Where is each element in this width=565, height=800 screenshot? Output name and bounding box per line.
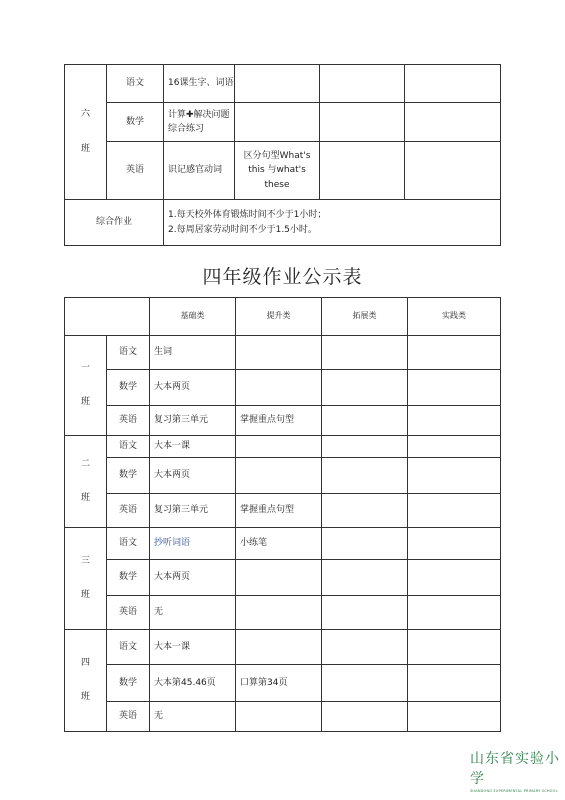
- basic-cell: 16课生字、词语: [164, 65, 235, 103]
- improve-cell: 口算第34页: [236, 665, 322, 702]
- subject-cell: 语文: [107, 528, 150, 560]
- improve-cell: [235, 65, 320, 103]
- extend-cell: [322, 494, 408, 528]
- extend-cell: [320, 142, 405, 200]
- basic-cell: 大本两页: [150, 458, 236, 494]
- header-extend: 拓展类: [322, 298, 408, 336]
- subject-cell: 数学: [107, 665, 150, 702]
- practice-cell: [408, 336, 501, 370]
- practice-cell: [408, 406, 501, 436]
- extend-cell: [322, 665, 408, 702]
- improve-cell: [236, 336, 322, 370]
- subject-cell: 语文: [107, 336, 150, 370]
- practice-cell: [408, 494, 501, 528]
- subject-cell: 语文: [107, 65, 164, 103]
- practice-cell: [408, 630, 501, 665]
- improve-cell: 掌握重点句型: [236, 494, 322, 528]
- header-blank: [65, 298, 150, 336]
- improve-cell: [236, 458, 322, 494]
- basic-cell: 大本两页: [150, 370, 236, 406]
- basic-cell: 无: [150, 702, 236, 732]
- school-logo-cn: 山东省实验小学: [470, 751, 560, 787]
- practice-cell: [405, 103, 501, 142]
- improve-cell: [236, 436, 322, 458]
- school-logo-en: SHANDONG EXPERIMENTAL PRIMARY SCHOOL: [470, 789, 558, 793]
- subject-cell: 英语: [107, 142, 164, 200]
- improve-cell: [235, 103, 320, 142]
- extend-cell: [322, 370, 408, 406]
- improve-cell: 小练笔: [236, 528, 322, 560]
- class-label: 二 班: [65, 436, 107, 528]
- practice-cell: [408, 560, 501, 596]
- practice-cell: [408, 665, 501, 702]
- extend-cell: [322, 528, 408, 560]
- extend-cell: [322, 630, 408, 665]
- extend-cell: [322, 458, 408, 494]
- subject-cell: 语文: [107, 630, 150, 665]
- comprehensive-label: 综合作业: [65, 200, 164, 246]
- extend-cell: [322, 560, 408, 596]
- basic-cell: 生词: [150, 336, 236, 370]
- school-logo: [470, 748, 562, 793]
- basic-cell: 大本一课: [150, 436, 236, 458]
- class-label: 三 班: [65, 528, 107, 630]
- comprehensive-content: [164, 200, 501, 246]
- basic-cell: 大本第45.46页: [150, 665, 236, 702]
- improve-cell: [236, 630, 322, 665]
- improve-cell: [236, 596, 322, 630]
- practice-cell: [408, 370, 501, 406]
- practice-cell: [405, 65, 501, 103]
- practice-cell: [408, 596, 501, 630]
- subject-cell: 数学: [107, 370, 150, 406]
- header-improve: 提升类: [236, 298, 322, 336]
- practice-cell: [408, 436, 501, 458]
- basic-cell: 复习第三单元: [150, 494, 236, 528]
- subject-cell: 语文: [107, 436, 150, 458]
- header-basic: 基础类: [150, 298, 236, 336]
- extend-cell: [322, 436, 408, 458]
- comprehensive-line: 1.每天校外体育锻炼时间不少于1小时；: [168, 210, 327, 221]
- extend-cell: [320, 65, 405, 103]
- subject-cell: 数学: [107, 560, 150, 596]
- comprehensive-line: 2.每周居家劳动时间不少于1.5小时。: [168, 224, 317, 235]
- subject-cell: 数学: [107, 103, 164, 142]
- improve-cell: 掌握重点句型: [236, 406, 322, 436]
- subject-cell: 数学: [107, 458, 150, 494]
- practice-cell: [405, 142, 501, 200]
- subject-cell: 英语: [107, 702, 150, 732]
- basic-cell: 识记感官动词: [164, 142, 235, 200]
- subject-cell: 英语: [107, 494, 150, 528]
- extend-cell: [322, 702, 408, 732]
- class-label: 四 班: [65, 630, 107, 732]
- header-practice: 实践类: [408, 298, 501, 336]
- basic-cell: 大本一课: [150, 630, 236, 665]
- practice-cell: [408, 528, 501, 560]
- practice-cell: [408, 702, 501, 732]
- basic-cell: 抄听词语: [150, 528, 236, 560]
- extend-cell: [322, 596, 408, 630]
- improve-cell: 区分句型What's this 与what's these: [235, 142, 320, 200]
- basic-cell: 复习第三单元: [150, 406, 236, 436]
- basic-cell: 无: [150, 596, 236, 630]
- improve-cell: [236, 370, 322, 406]
- extend-cell: [322, 406, 408, 436]
- page-title: 四年级作业公示表: [202, 266, 363, 288]
- extend-cell: [320, 103, 405, 142]
- extend-cell: [322, 336, 408, 370]
- basic-cell: 大本两页: [150, 560, 236, 596]
- class6-table: [64, 64, 501, 246]
- improve-cell: [236, 560, 322, 596]
- class-label: 六 班: [65, 65, 107, 200]
- subject-cell: 英语: [107, 596, 150, 630]
- improve-cell: [236, 702, 322, 732]
- basic-cell: 计算✚解决问题综合练习: [164, 103, 235, 142]
- practice-cell: [408, 458, 501, 494]
- subject-cell: 英语: [107, 406, 150, 436]
- class-label: 一 班: [65, 336, 107, 436]
- grade4-homework-table: [64, 297, 501, 732]
